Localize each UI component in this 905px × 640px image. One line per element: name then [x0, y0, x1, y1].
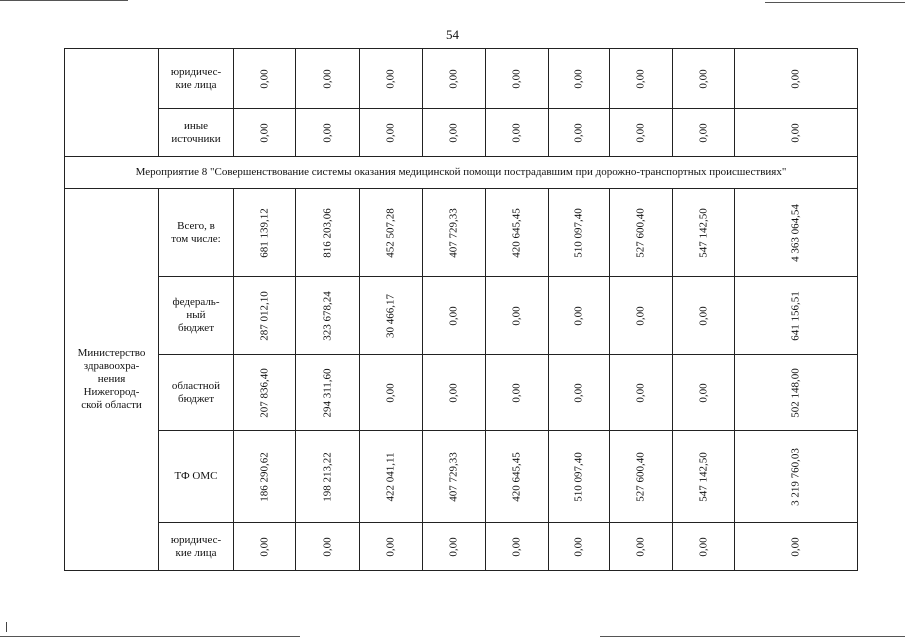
amount-cell: 0,00 — [423, 355, 486, 431]
amount-cell: 0,00 — [296, 109, 360, 157]
amount-cell: 0,00 — [486, 49, 549, 109]
table-row — [65, 523, 858, 571]
funding-source-label: федераль- ный бюджет — [159, 277, 234, 355]
amount-cell: 0,00 — [610, 49, 673, 109]
amount-cell: 527 600,40 — [610, 189, 673, 277]
funding-source-label: юридичес- кие лица — [159, 49, 234, 109]
scan-edge-line-bottom-right — [600, 636, 905, 637]
scan-edge-line-top-right — [765, 2, 905, 3]
amount-cell: 0,00 — [360, 523, 423, 571]
organization-name: Министерство здравоохра- нения Нижегород- ской области — [65, 189, 159, 571]
amount-cell: 0,00 — [673, 277, 735, 355]
amount-cell: 294 311,60 — [296, 355, 360, 431]
table-row — [65, 49, 858, 109]
amount-cell: 0,00 — [423, 109, 486, 157]
amount-total-cell: 3 219 760,03 — [735, 431, 858, 523]
amount-cell: 0,00 — [296, 523, 360, 571]
amount-cell: 422 041,11 — [360, 431, 423, 523]
amount-cell: 0,00 — [610, 355, 673, 431]
amount-cell: 0,00 — [360, 49, 423, 109]
amount-cell: 186 290,62 — [234, 431, 296, 523]
amount-cell: 0,00 — [296, 49, 360, 109]
amount-cell: 510 097,40 — [549, 189, 610, 277]
amount-cell: 0,00 — [610, 523, 673, 571]
amount-total-cell: 0,00 — [735, 49, 858, 109]
amount-cell: 0,00 — [673, 355, 735, 431]
amount-cell: 0,00 — [549, 109, 610, 157]
amount-cell: 323 678,24 — [296, 277, 360, 355]
table-row — [65, 109, 858, 157]
table-row — [65, 431, 858, 523]
budget-table — [64, 48, 858, 571]
amount-cell: 0,00 — [549, 523, 610, 571]
amount-total-cell: 502 148,00 — [735, 355, 858, 431]
event-row — [65, 157, 858, 189]
amount-cell: 0,00 — [423, 49, 486, 109]
amount-cell: 0,00 — [234, 109, 296, 157]
amount-cell: 0,00 — [234, 523, 296, 571]
amount-cell: 420 645,45 — [486, 431, 549, 523]
amount-cell: 0,00 — [673, 49, 735, 109]
amount-cell: 0,00 — [549, 277, 610, 355]
amount-cell: 0,00 — [610, 109, 673, 157]
amount-total-cell: 4 363 064,54 — [735, 189, 858, 277]
amount-cell: 0,00 — [673, 109, 735, 157]
amount-cell: 407 729,33 — [423, 189, 486, 277]
amount-total-cell: 0,00 — [735, 109, 858, 157]
amount-cell: 407 729,33 — [423, 431, 486, 523]
funding-source-label: юридичес- кие лица — [159, 523, 234, 571]
amount-cell: 0,00 — [486, 523, 549, 571]
amount-cell: 0,00 — [486, 109, 549, 157]
scan-edge-line-bottom-left — [0, 636, 300, 637]
amount-total-cell: 0,00 — [735, 523, 858, 571]
amount-cell: 510 097,40 — [549, 431, 610, 523]
amount-cell: 0,00 — [486, 277, 549, 355]
amount-cell: 816 203,06 — [296, 189, 360, 277]
org-cell-empty — [65, 49, 159, 157]
table-row — [65, 189, 858, 277]
amount-cell: 0,00 — [423, 523, 486, 571]
amount-cell: 0,00 — [360, 355, 423, 431]
funding-source-label: Всего, в том числе: — [159, 189, 234, 277]
funding-source-label: областной бюджет — [159, 355, 234, 431]
page-number: 54 — [446, 27, 459, 42]
amount-cell: 547 142,50 — [673, 431, 735, 523]
table-row — [65, 277, 858, 355]
amount-cell: 0,00 — [610, 277, 673, 355]
amount-cell: 0,00 — [673, 523, 735, 571]
amount-cell: 0,00 — [423, 277, 486, 355]
amount-cell: 547 142,50 — [673, 189, 735, 277]
funding-source-label: ТФ ОМС — [159, 431, 234, 523]
amount-total-cell: 641 156,51 — [735, 277, 858, 355]
amount-cell: 198 213,22 — [296, 431, 360, 523]
table-row — [65, 355, 858, 431]
amount-cell: 30 466,17 — [360, 277, 423, 355]
amount-cell: 0,00 — [549, 49, 610, 109]
event-title: Мероприятие 8 "Совершенствование системы оказания медицинской помощи пострадавшим при дорожно-транспортных происшествиях" — [65, 157, 858, 189]
amount-cell: 0,00 — [549, 355, 610, 431]
amount-cell: 452 507,28 — [360, 189, 423, 277]
scan-edge-mark — [6, 622, 7, 632]
funding-source-label: иные источники — [159, 109, 234, 157]
amount-cell: 0,00 — [486, 355, 549, 431]
amount-cell: 207 836,40 — [234, 355, 296, 431]
scan-edge-line-top-left — [0, 0, 128, 1]
amount-cell: 287 012,10 — [234, 277, 296, 355]
amount-cell: 0,00 — [234, 49, 296, 109]
budget-table-body — [65, 49, 858, 571]
amount-cell: 0,00 — [360, 109, 423, 157]
amount-cell: 420 645,45 — [486, 189, 549, 277]
amount-cell: 527 600,40 — [610, 431, 673, 523]
amount-cell: 681 139,12 — [234, 189, 296, 277]
